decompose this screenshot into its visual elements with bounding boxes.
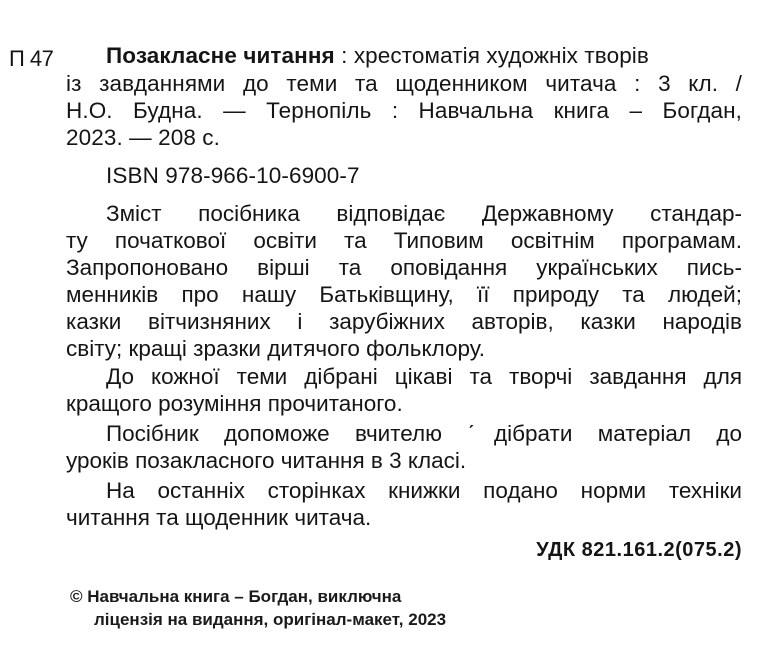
title-subtitle: : хрестоматія художніх творів	[334, 43, 649, 68]
abstract-p3-line-2: уроків позакласного читання в 3 класі.	[66, 448, 467, 473]
record-line-2: із завданнями до теми та щоденником читача : 3 кл. /	[66, 71, 742, 96]
abstract-p4-line-2: читання та щоденник читача.	[66, 505, 372, 530]
abstract-p2-line-1: До кожної теми дібрані цікаві та творчі завдання для	[106, 364, 742, 389]
abstract-p1-line-1: Зміст посібника відповідає Державному стандар-	[106, 201, 742, 226]
abstract-p1-line-4: менників про нашу Батьківщину, її природу та людей;	[66, 282, 742, 307]
call-number: П 47	[9, 46, 54, 71]
isbn: ISBN 978-966-10-6900-7	[106, 163, 360, 188]
copyright-line-2: ліцензія на видання, оригінал-макет, 2023	[94, 610, 447, 629]
title-line	[106, 42, 649, 69]
copyright-line-1: © Навчальна книга – Богдан, виключна	[70, 587, 402, 606]
udk-classification: УДК 821.161.2(075.2)	[536, 539, 742, 561]
record-line-4: 2023. — 208 с.	[66, 125, 220, 150]
abstract-p2-line-2: кращого розуміння прочитаного.	[66, 391, 403, 416]
abstract-p1-line-5: казки вітчизняних і зарубіжних авторів, казки народів	[66, 309, 742, 334]
abstract-p3-line-1: Посібник допоможе вчителю ˊдібрати матеріал до	[106, 421, 742, 446]
abstract-p1-line-3: Запропоновано вірші та оповідання українських пись-	[66, 255, 742, 280]
book-title: Позакласне читання	[106, 43, 335, 68]
record-line-3: Н.О. Будна. — Тернопіль : Навчальна книга – Богдан,	[66, 98, 742, 123]
abstract-p1-line-2: ту початкової освіти та Типовим освітнім програмам.	[66, 228, 742, 253]
abstract-p1-line-6: світу; кращі зразки дитячого фольклору.	[66, 336, 485, 361]
abstract-p4-line-1: На останніх сторінках книжки подано норми техніки	[106, 478, 742, 503]
